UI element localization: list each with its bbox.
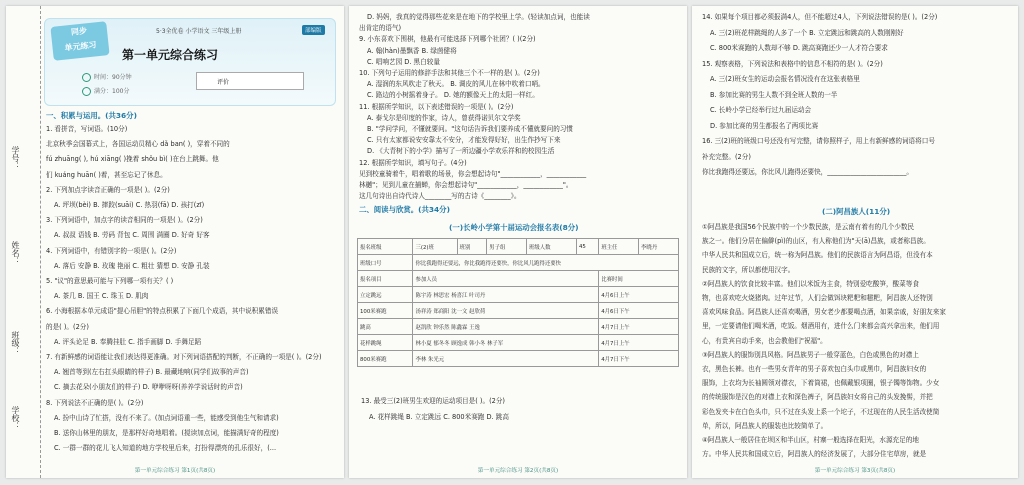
score-box bbox=[196, 72, 304, 90]
passage-line: ③阿昌族人的服饰别具风格。阿昌族男子一般穿蓝色，白色或黑色的对襟上 bbox=[702, 350, 919, 359]
table-cell: 林小夏 郁冬冬 顾逸成 韩小冬 林子军 bbox=[413, 335, 599, 351]
table-cell: 报名项目 bbox=[358, 271, 413, 287]
question-line: A. 坪坝(bèi) B. 摔跤(suāi) C. 热羽(fā) D. 孩打(zī) bbox=[54, 201, 205, 209]
table-cell: 4月7日上午 bbox=[599, 335, 679, 351]
question-line: 6. 小海根据本单元成语"提心吊胆"的特点积累了下面几个成语，其中说积累错误 bbox=[46, 307, 279, 316]
page-footer: 第一单元综合练习 第3页(共8页) bbox=[814, 468, 896, 474]
subsection-heading: (二)阿昌族人(11分) bbox=[822, 207, 891, 216]
table-row bbox=[358, 255, 679, 271]
passage-line: 里，一定要请他们喝米酒，吃饭。烟酒用有，进什么门来都会高兴拿出来，他们用 bbox=[702, 322, 940, 331]
table-cell: 班主任 bbox=[599, 239, 639, 255]
passage-line: ②阿昌族人的饮食比较丰富。他们以米饭为主食，特别爱吃酸笋，酸菜等食 bbox=[702, 279, 919, 288]
question-line: 2. 下列加点字读音正确的一项是( )。(2分) bbox=[46, 185, 170, 194]
table-row bbox=[358, 287, 679, 303]
registration-table bbox=[357, 238, 679, 367]
question-line: 出肯定的语气) bbox=[359, 24, 402, 33]
question-line: 11. 根据所学知识，以下表述错误的一项是( )。(2分) bbox=[359, 102, 514, 111]
score-info: 满分：100分 bbox=[82, 86, 129, 96]
table-row bbox=[358, 319, 679, 335]
question-line: C. 路边的小树摇着身子。 D. 她的额像天上的太阳一样红。 bbox=[367, 91, 539, 100]
table-cell: 参加人员 bbox=[413, 271, 599, 287]
subsection-heading: (一)长岭小学第十届运动会报名表(8分) bbox=[449, 223, 579, 232]
table-row bbox=[358, 351, 679, 367]
question-line: 们 kuáng huān( )着，甚至忘记了休息。 bbox=[46, 170, 167, 179]
class-label: 班级： bbox=[11, 331, 20, 355]
binding-margin bbox=[6, 6, 41, 478]
page-title: 第一单元综合练习 bbox=[122, 48, 219, 62]
passage-line: 单，所以，阿昌族人的服装也比较简单了。 bbox=[702, 421, 828, 430]
question-line: D. 《大青树下的小学》描写了一所边疆小学欢乐祥和的校园生活 bbox=[367, 147, 555, 156]
passage-line: 服饰，上衣均为长袖圆领对襟衣，下着筒裙，也佩戴银项圈，银子镯等饰物。少女 bbox=[702, 379, 940, 388]
question-line: 5. "议"的意思最可能与下列哪一项有关？( ) bbox=[46, 277, 174, 285]
question-line: 12. 根据所学知识，填写句子。(4分) bbox=[359, 158, 467, 167]
page-3 bbox=[692, 6, 1018, 478]
table-cell: 4月6日下午 bbox=[599, 303, 679, 319]
question-line: 8. 下列说法不正确的是( )。(2分) bbox=[46, 398, 144, 407]
question-line: A. 叔叔 语钱 B. 劳码 背包 C. 周围 满圈 D. 好奇 好客 bbox=[54, 231, 210, 240]
table-cell: 比赛时间 bbox=[599, 271, 679, 287]
table-cell: 三(2)班 bbox=[413, 239, 457, 255]
table-cell: 班级人数 bbox=[526, 239, 576, 255]
section-heading: 二、阅读与欣赏。(共34分) bbox=[359, 205, 450, 214]
question-line: 7. 有新鲜感的词语能让我们表达得更准确。对下列词语搭配的判断，不正确的一项是( )。(2分) bbox=[46, 353, 322, 361]
question-line: A. 湿润的东风吹走了秋天。 B. 调皮的风儿在林中吹着口哨。 bbox=[367, 80, 545, 89]
question-13-options: A. 花样跳绳 B. 立定跳远 C. 800米赛跑 D. 跳高 bbox=[369, 413, 509, 421]
table-cell: 4月7日下午 bbox=[599, 351, 679, 367]
table-cell: 花样跳绳 bbox=[358, 335, 413, 351]
table-cell: 赵凯欣 钟乐然 陈鑫霖 王逸 bbox=[413, 319, 599, 335]
table-cell: 4月6日上午 bbox=[599, 287, 679, 303]
question-line: A. 茶几 B. 国王 C. 珠玉 D. 肌肉 bbox=[54, 292, 149, 301]
question-line: 15. 观察表格，下列说法和表格中的信息不相符的是( )。(2分) bbox=[702, 59, 883, 68]
table-cell: 报名班级 bbox=[358, 239, 413, 255]
clock-icon bbox=[82, 73, 91, 82]
page-2 bbox=[349, 6, 687, 478]
question-line: C. 一群一群的花儿飞人知道的地方学校里后来，打扮得漂亮的孔乐很好，(... bbox=[54, 444, 277, 453]
question-line: A. 三(2)班花样跳绳的人多了一个 B. 立定跳远和跳高的人数刚刚好 bbox=[710, 28, 904, 37]
school-label: 学校： bbox=[11, 406, 20, 430]
question-line: C. 只有太家都说安安靠太不安分，才能发得好好，出生作抄写下来 bbox=[367, 136, 561, 145]
question-line: 1. 看拼音，写词语。(10分) bbox=[46, 125, 128, 133]
question-line: D. 参加比赛的男生都报名了两项比赛 bbox=[710, 121, 819, 130]
question-line: 北京秋季会国幕式上，各国运动员精心 dǎ ban( )，穿着不同的 bbox=[46, 140, 230, 149]
table-cell: 李林 朱光元 bbox=[413, 351, 599, 367]
question-line: A. 三(2)班女生的运动会报名情况没有在这张表格里 bbox=[710, 75, 860, 83]
passage-line: 方。中华人民共和国成立后，阿昌族人的经济发展了，大部分住宅草房，就是 bbox=[702, 450, 927, 459]
table-row bbox=[358, 335, 679, 351]
question-line: A. 翘首等到(左右扛头眼睛的样子) B. 最藏地响(同学们故事的声音) bbox=[54, 368, 249, 377]
table-row bbox=[358, 271, 679, 287]
question-line: D. 妈妈，我真的觉得那些花来是在地下的学校里上学。(轻读加点词，也能读 bbox=[367, 13, 590, 21]
table-cell: 800米赛跑 bbox=[358, 351, 413, 367]
question-line: C. 唱响艺园 D. 黑白较量 bbox=[367, 57, 440, 66]
score-label: 评价 bbox=[217, 79, 230, 86]
question-line: A. 泰戈尔是印度的作家，诗人，曾获得诺贝尔文学奖 bbox=[367, 113, 521, 122]
score-icon bbox=[82, 87, 91, 96]
question-line: 4. 下列词语中，有错别字的一项是( )。(2分) bbox=[46, 246, 177, 255]
edition-tag: 部编版 bbox=[302, 25, 325, 35]
question-line: 你比我跑得还要远，你比风儿跑得还要快，________________________。 bbox=[702, 168, 913, 176]
page-footer: 第一单元综合练习 第2页(共8页) bbox=[477, 468, 559, 474]
question-line: 补充完整。(2分) bbox=[702, 152, 751, 161]
question-line: fú zhuāng( ), hú xiāng( )挽着 shǒu bì( )在台上跳舞。他 bbox=[46, 155, 219, 164]
question-line: B. 参加比赛的男生人数不到全班人数的一半 bbox=[710, 90, 838, 99]
section-heading: 一、积累与运用。(共36分) bbox=[46, 111, 137, 120]
passage-line: 的传统服饰是汉色的对襟上衣和深色裤子，阿昌族妇女将自己的头发挽髻，并把 bbox=[702, 393, 933, 402]
question-line: B. 送你山林里的朋友，是那样好奇地唱着。(搅读加点词，能描满好奇的程度) bbox=[54, 429, 279, 437]
name-label: 姓名： bbox=[11, 241, 20, 265]
question-line: 9. 小东喜欢下围棋，他最有可能选择下列哪个社团？( )(2分) bbox=[359, 35, 536, 44]
table-cell: 汤祥涛 郑商阳 沈一文 赵欣荷 bbox=[413, 303, 599, 319]
question-line: A. 落后 安静 B. 玫瑰 艳丽 C. 粗壮 猜想 D. 安静 孔装 bbox=[54, 261, 210, 270]
passage-line: 衣，黑色长裤。也有一些男女青年的男子喜欢包白头巾或黑巾，阿昌族妇女的 bbox=[702, 365, 927, 373]
passage-line: 彩色发夹卡在白色头巾，只不过在头发上系一个坨子，不过现在的人民生活改使简 bbox=[702, 407, 940, 416]
page-1 bbox=[6, 6, 344, 478]
table-cell: 4月7日上午 bbox=[599, 319, 679, 335]
student-number-label: 学号： bbox=[11, 146, 20, 170]
question-line: 见到校童骑着牛，唱着歌的场景，你会想起诗句"____________，____________ bbox=[359, 169, 587, 178]
question-line: A. 翰(hàn)墨飘香 B. 绿茵健将 bbox=[367, 46, 457, 55]
table-cell: 陈宇涛 林思宏 杨喜江 叶司丹 bbox=[413, 287, 599, 303]
table-cell: 45 bbox=[576, 239, 598, 255]
question-line: C. 摘去花朵(小朋友们的样子) D. 咿咿呀呀(养养学说话时的声音) bbox=[54, 383, 243, 392]
time-info: 时间：90分钟 bbox=[82, 72, 132, 82]
question-line: A. 扮中山诗了忙搭，没有不来了。(加点词语重一些，能感受到他生气和请求) bbox=[54, 413, 279, 422]
question-line: 14. 如果每个项目都必须报满4人，但不能超过4人，下列说法错误的是( )。(2分) bbox=[702, 13, 938, 21]
unit-badge: 同步 单元练习 bbox=[50, 21, 109, 61]
passage-line: 族之一。他们分居在偏僻(pì)的山区，有人称他们为"天(ā)昌族，或者称昌族。 bbox=[702, 237, 930, 246]
passage-line: 心，有贵宾自动手来，也会教他们"祝福"。 bbox=[702, 336, 827, 345]
series-label: 5·3全优卷 小学语文 三年级上册 bbox=[156, 28, 242, 35]
question-line: 这几句诗出自诗代诗人________写的古诗《________》。 bbox=[359, 192, 521, 201]
table-cell: 男子组 bbox=[487, 239, 527, 255]
passage-line: 物，也喜欢吃火烧猪肉。过年过节，人们会做饵块粑粑和糍粑，阿昌族人还特别 bbox=[702, 294, 933, 302]
passage-line: 喜欢风味食品。阿昌族人还喜欢喝酒，男女老少都要喝点酒，如果亲戚，好朋友来家 bbox=[702, 308, 946, 317]
table-cell: 班级口号 bbox=[358, 255, 413, 271]
page-footer: 第一单元综合练习 第1页(共8页) bbox=[134, 468, 216, 474]
question-line: 的是( )。(2分) bbox=[46, 322, 89, 331]
question-line: C. 800米赛跑的人数却不够 D. 跳高赛跑还少一人才符合要求 bbox=[710, 44, 888, 52]
passage-line: ①阿昌族是我国56个民族中的一个少数民族，是云南有着有的几个少数民 bbox=[702, 223, 915, 231]
question-line: B. "学问学问，不懂就要问。"这句话告诉我们要养成不懂就要问的习惯 bbox=[367, 125, 573, 133]
question-line: 林樾"；见到儿童在捕蝉，你会想起诗句"____________，____________"。 bbox=[359, 181, 573, 189]
question-line: C. 长岭小学已经举行过九届运动会 bbox=[710, 106, 812, 114]
passage-line: 中华人民共和国成立后，统一称为阿昌族。他们的民族语言为阿昌语，但没有本 bbox=[702, 251, 933, 260]
table-cell: 跳高 bbox=[358, 319, 413, 335]
table-cell: 班别 bbox=[457, 239, 487, 255]
question-line: A. 评头论足 B. 奉腾挂肚 C. 指手画脚 D. 手舞足蹈 bbox=[54, 337, 202, 346]
table-row bbox=[358, 303, 679, 319]
question-13: 13. 最受三(2)班男生欢迎的运动项目是( )。(2分) bbox=[361, 397, 506, 405]
table-cell: 立定跳远 bbox=[358, 287, 413, 303]
passage-line: 民族的文字，所以都使用汉字。 bbox=[702, 265, 795, 274]
question-line: 10. 下列句子运用的修辞手法和其他三个不一样的是( )。(2分) bbox=[359, 69, 540, 77]
table-cell: 100米赛跑 bbox=[358, 303, 413, 319]
table-cell: 李晓丹 bbox=[639, 239, 679, 255]
question-line: 3. 下列词语中，加点字的读音相同的一项是( )。(2分) bbox=[46, 216, 203, 225]
question-line: 16. 三(2)班的班级口号还没有写完整，请你照样子，用上有新鲜感的词语将口号 bbox=[702, 137, 935, 145]
table-row bbox=[358, 239, 679, 255]
table-cell: 你比我跑得还要远，你比我跑得还要快，你比风儿跑得还要快 bbox=[413, 255, 679, 271]
passage-line: ④阿昌族人一般居住在坝区和半山区，村寨一般选择在阳光，水源充足的地 bbox=[702, 436, 919, 444]
